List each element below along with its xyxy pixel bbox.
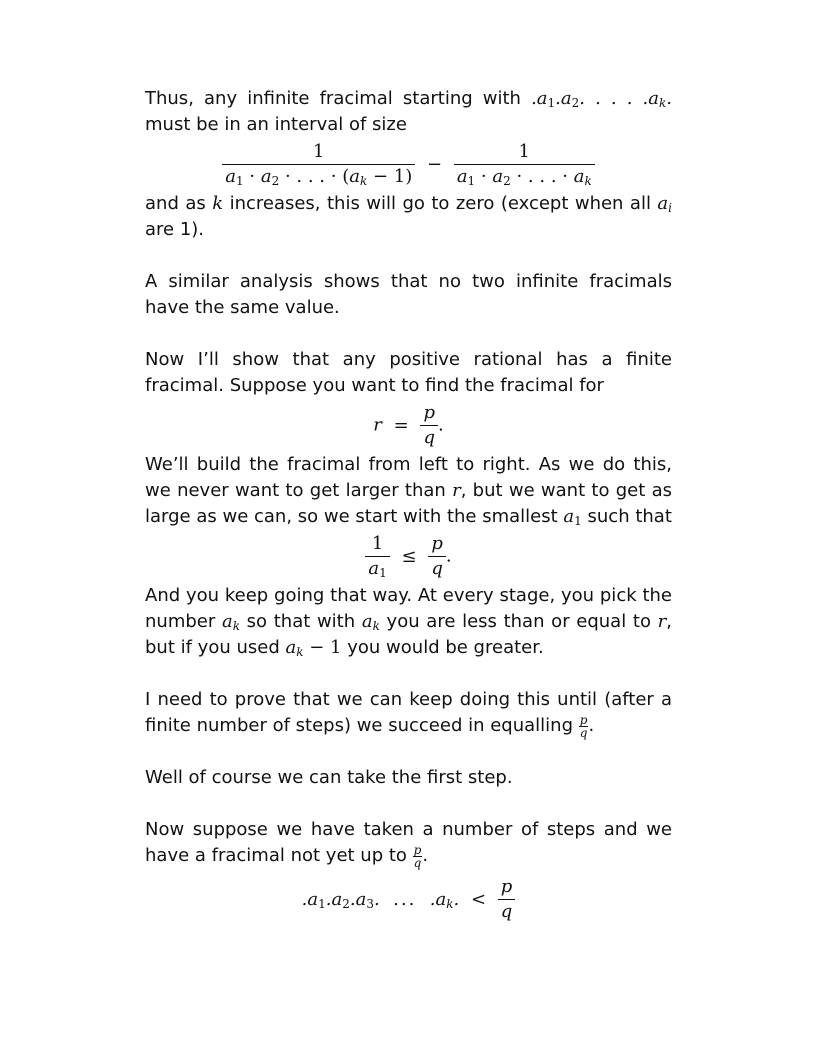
text: I need to prove that we can keep doing this until (after a finite number of steps) we succeed in equalling: [145, 689, 672, 736]
fraction: [454, 140, 595, 189]
paragraph-prove: [145, 687, 672, 739]
text: Now I’ll show that any positive rational has a finite fracimal.: [145, 349, 672, 396]
numerator: p: [413, 842, 422, 857]
text: , but if you used: [145, 611, 672, 658]
numerator: p: [428, 532, 446, 557]
numerator: p: [498, 875, 516, 900]
numerator: 1: [454, 140, 595, 165]
fraction: [498, 875, 516, 924]
math-prefix: $.a_1.a_2$. . . . $.a_k$.: [531, 88, 672, 110]
denominator: $a_1$: [368, 558, 387, 580]
fraction: [365, 532, 389, 581]
text: you would be greater.: [347, 637, 544, 658]
text: are 1).: [145, 219, 205, 240]
paragraph-interval: [145, 86, 672, 138]
denominator: q: [413, 855, 422, 870]
text: Now suppose we have taken a number of steps and we have a fracimal not yet up to: [145, 819, 672, 866]
fraction: [420, 401, 438, 450]
text: Thus, any infinite fracimal starting with: [145, 88, 521, 109]
text: be in an interval of size: [196, 114, 407, 135]
math-minus-one: − 1: [309, 637, 342, 658]
text: A similar analysis shows that no two infinite fracimals have the same value.: [145, 271, 672, 318]
paragraph-build: [145, 452, 672, 530]
minus-sign: −: [426, 153, 443, 175]
numerator: p: [420, 401, 438, 426]
denominator: $a_1 \cdot a_2$ · . . . · $(a_k - 1)$: [225, 166, 413, 188]
math-ai: $a_i$: [657, 193, 672, 215]
period: .: [437, 414, 444, 436]
inline-fraction: [579, 714, 589, 739]
period: .: [588, 715, 595, 736]
text: increases, this will go to zero (except when all: [229, 193, 651, 214]
numerator: 1: [222, 140, 415, 165]
equation-r-equals-p-over-q: [145, 401, 672, 450]
equation-first-step: [145, 532, 672, 581]
equation-interval-size: [145, 140, 672, 189]
numerator: p: [579, 712, 588, 727]
math-a1: $a_1$: [563, 506, 582, 528]
text: must: [145, 114, 191, 135]
document-page: [145, 86, 672, 926]
paragraph-suppose: [145, 817, 672, 869]
leq-sign: ≤: [401, 545, 417, 567]
text: Well of course we can take the first step.: [145, 767, 513, 788]
math-ak: $a_k$: [221, 611, 240, 633]
denominator: q: [579, 725, 588, 740]
math-r: r: [373, 414, 382, 436]
text: , but we want to get as large as we can, so we start with the smallest: [145, 480, 672, 527]
denominator: q: [500, 901, 513, 922]
text: you are less than or equal to: [386, 611, 651, 632]
period: .: [422, 845, 429, 866]
denominator: $a_1 \cdot a_2$ · . . . · $a_k$: [456, 166, 592, 188]
paragraph-similar-analysis: [145, 269, 672, 321]
text: Suppose you want to find the fracimal for: [229, 375, 604, 396]
denominator: q: [431, 558, 443, 579]
fraction: [222, 140, 415, 189]
math-r: r: [657, 611, 667, 632]
paragraph-first-step: [145, 765, 672, 791]
text: so that with: [246, 611, 356, 632]
fraction: [428, 532, 446, 581]
math-ak: $a_k$: [361, 611, 380, 633]
text: such that: [587, 506, 672, 527]
equals-sign: =: [393, 414, 409, 436]
numerator: 1: [365, 532, 389, 557]
less-than-sign: <: [470, 888, 487, 910]
math-r: r: [452, 480, 461, 501]
text: We’ll build the fracimal from left to right. As we do this, we never want to get larger than: [145, 454, 672, 501]
period: .: [445, 545, 452, 567]
inline-fraction: [413, 844, 423, 869]
paragraph-rational: [145, 347, 672, 399]
paragraph-limit: [145, 191, 672, 243]
math-ak: $a_k$: [285, 637, 304, 659]
text: And you keep going that way. At every stage, you pick the number: [145, 585, 672, 632]
math-sequence: $.a_1.a_2.a_3$. ... $.a_k$.: [301, 888, 460, 911]
denominator: q: [423, 427, 435, 448]
equation-partial-fracimal: [145, 875, 672, 924]
paragraph-keep-going: [145, 583, 672, 661]
math-k: k: [212, 193, 224, 214]
text: and as: [145, 193, 206, 214]
